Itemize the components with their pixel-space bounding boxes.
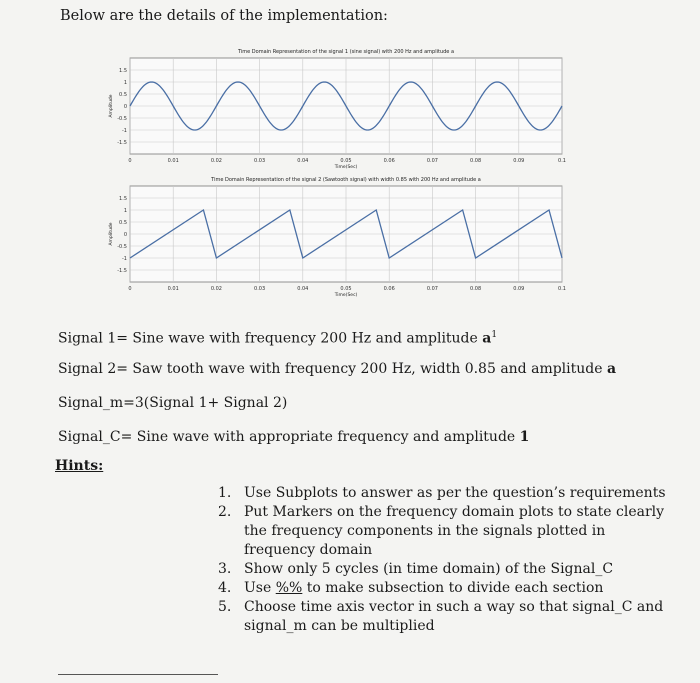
y-tick-label: 1.5 xyxy=(119,68,127,74)
signal-1-footnote: 1 xyxy=(491,330,498,340)
x-tick-label: 0.03 xyxy=(254,158,266,164)
x-axis-label: Time(Sec) xyxy=(334,293,358,297)
sawtooth-plot-svg xyxy=(100,172,570,297)
hint-number: 5. xyxy=(218,599,232,615)
hint-number: 4. xyxy=(218,580,232,596)
y-axis-label: Amplitude xyxy=(109,94,114,118)
y-axis-label: Amplitude xyxy=(109,222,114,246)
x-tick-label: 0.1 xyxy=(558,158,566,164)
x-tick-label: 0.05 xyxy=(340,286,352,292)
y-tick-label: -1.5 xyxy=(117,268,127,274)
hint-item-4 xyxy=(218,579,668,598)
hint-number: 1. xyxy=(218,485,232,501)
y-tick-label: 1 xyxy=(123,80,127,86)
x-tick-label: 0.07 xyxy=(426,286,438,292)
x-tick-label: 0 xyxy=(128,286,132,292)
signal-1-definition xyxy=(58,318,616,352)
chart-title: Time Domain Representation of the signal 2 (Sawtooth signal) with width 0.85 with 200 Hz and amplitude a xyxy=(211,177,481,183)
hint-text: Show only 5 cycles (in time domain) of the Signal_C xyxy=(244,561,614,577)
y-tick-label: -1.5 xyxy=(117,140,127,146)
y-tick-label: 0.5 xyxy=(119,220,127,226)
x-tick-label: 0.1 xyxy=(558,286,566,292)
signal-c-text: Signal_C= Sine wave with appropriate frequency and amplitude xyxy=(58,429,520,445)
hint-text: Use Subplots to answer as per the question’s requirements xyxy=(244,485,666,501)
x-tick-label: 0.06 xyxy=(383,286,395,292)
y-tick-label: 0 xyxy=(123,104,127,110)
hint-number: 2. xyxy=(218,504,232,520)
signal-definitions xyxy=(58,318,616,454)
signal-m-definition: Signal_m=3(Signal 1+ Signal 2) xyxy=(58,395,288,411)
x-tick-label: 0.07 xyxy=(426,158,438,164)
x-tick-label: 0.06 xyxy=(383,158,395,164)
y-tick-label: 1 xyxy=(123,208,127,214)
x-tick-label: 0.08 xyxy=(470,286,482,292)
hint-item-3 xyxy=(218,560,668,579)
hint-text: Use %% to make subsection to divide each section xyxy=(244,580,604,596)
hint-number: 3. xyxy=(218,561,232,577)
signal-c-definition xyxy=(58,420,616,454)
x-tick-label: 0.04 xyxy=(297,158,309,164)
signal-2-text: Signal 2= Saw tooth wave with frequency 200 Hz, width 0.85 and amplitude xyxy=(58,361,607,377)
x-tick-label: 0.04 xyxy=(297,286,309,292)
hints-title: Hints: xyxy=(55,458,104,474)
hints-list xyxy=(218,484,668,636)
signal-1-amplitude: a xyxy=(482,330,492,347)
hint-underlined-code: %% xyxy=(275,580,303,596)
y-tick-label: -1 xyxy=(122,256,127,262)
x-tick-label: 0.02 xyxy=(210,158,222,164)
sawtooth-plot xyxy=(100,172,570,297)
y-tick-label: -0.5 xyxy=(117,244,127,250)
hint-item-5 xyxy=(218,598,668,636)
x-tick-label: 0.03 xyxy=(254,286,266,292)
footer-rule xyxy=(58,674,218,675)
signal-1-text: Signal 1= Sine wave with frequency 200 Hz and amplitude xyxy=(58,330,483,347)
y-tick-label: -0.5 xyxy=(117,116,127,122)
x-tick-label: 0.02 xyxy=(210,286,222,292)
hint-item-1 xyxy=(218,484,668,503)
x-tick-label: 0.05 xyxy=(340,158,352,164)
signal-2-definition xyxy=(58,352,616,386)
x-tick-label: 0.01 xyxy=(167,286,179,292)
y-tick-label: -1 xyxy=(122,128,127,134)
x-tick-label: 0.09 xyxy=(513,286,525,292)
sine-plot-svg xyxy=(100,44,570,169)
hint-text: Choose time axis vector in such a way so that signal_C and signal_m can be multiplied xyxy=(244,599,664,634)
y-tick-label: 0 xyxy=(123,232,127,238)
x-tick-label: 0 xyxy=(128,158,132,164)
intro-text: Below are the details of the implementation: xyxy=(60,8,388,24)
x-tick-label: 0.08 xyxy=(470,158,482,164)
signal-c-amplitude: 1 xyxy=(519,429,530,445)
chart-title: Time Domain Representation of the signal 1 (sine signal) with 200 Hz and amplitude a xyxy=(237,49,455,55)
y-tick-label: 1.5 xyxy=(119,196,127,202)
x-tick-label: 0.09 xyxy=(513,158,525,164)
hint-item-2 xyxy=(218,503,668,560)
x-axis-label: Time(Sec) xyxy=(334,165,358,169)
x-tick-label: 0.01 xyxy=(167,158,179,164)
sine-plot xyxy=(100,44,570,169)
signal-2-amplitude: a xyxy=(606,361,617,377)
hint-text: Put Markers on the frequency domain plots to state clearly the frequency components in the signals plotted in frequency domain xyxy=(244,504,665,558)
y-tick-label: 0.5 xyxy=(119,92,127,98)
